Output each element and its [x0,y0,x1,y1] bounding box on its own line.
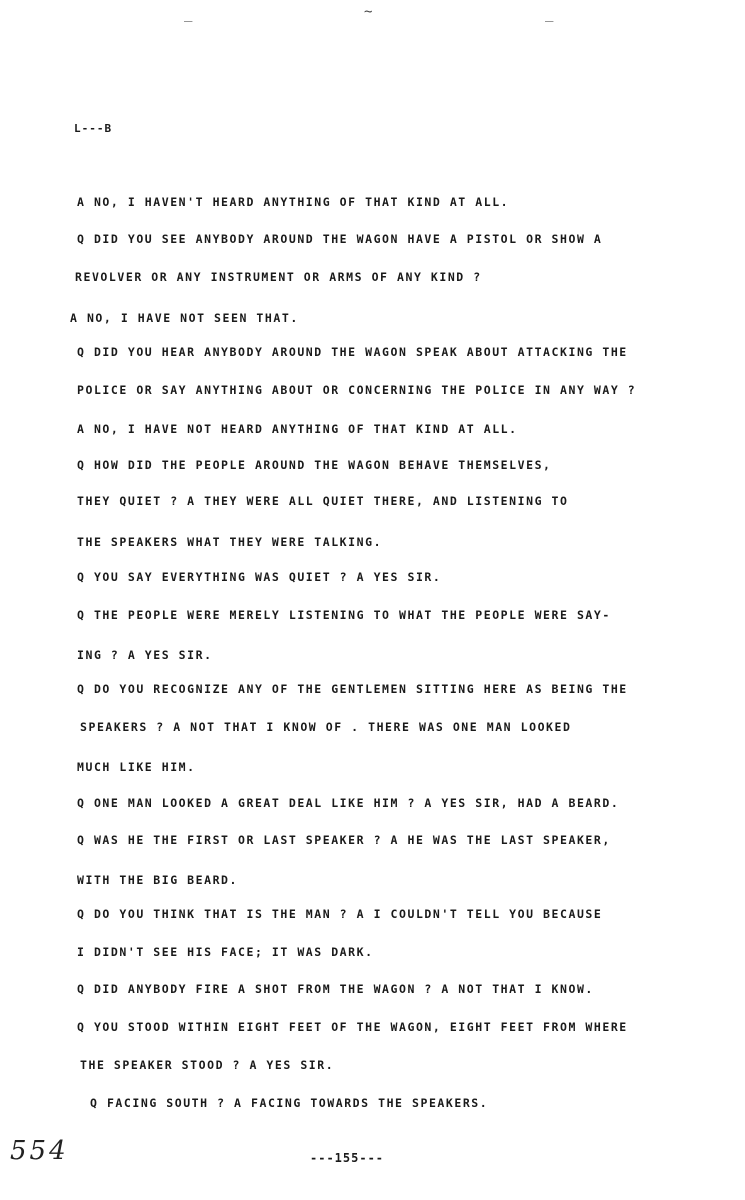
transcript-line: MUCH LIKE HIM. [77,760,196,774]
typed-page-number: ---155--- [310,1151,385,1165]
transcript-line: Q DID YOU HEAR ANYBODY AROUND THE WAGON SPEAK ABOUT ATTACKING THE [77,345,628,359]
transcript-line: Q DID YOU SEE ANYBODY AROUND THE WAGON HAVE A PISTOL OR SHOW A [77,232,603,246]
top-mark-3: _ [545,6,554,22]
transcript-line: THE SPEAKERS WHAT THEY WERE TALKING. [77,535,383,549]
transcript-line: A NO, I HAVEN'T HEARD ANYTHING OF THAT KIND AT ALL. [77,195,510,209]
transcript-line: A NO, I HAVE NOT SEEN THAT. [70,311,299,325]
transcript-line: Q DO YOU RECOGNIZE ANY OF THE GENTLEMEN SITTING HERE AS BEING THE [77,682,628,696]
transcript-line: I DIDN'T SEE HIS FACE; IT WAS DARK. [77,945,374,959]
top-mark-2: ~ [364,4,373,20]
transcript-line: POLICE OR SAY ANYTHING ABOUT OR CONCERNING THE POLICE IN ANY WAY ? [77,383,637,397]
transcript-line: Q DID ANYBODY FIRE A SHOT FROM THE WAGON ? A NOT THAT I KNOW. [77,982,594,996]
transcript-line: Q YOU SAY EVERYTHING WAS QUIET ? A YES SIR. [77,570,442,584]
transcript-line: REVOLVER OR ANY INSTRUMENT OR ARMS OF ANY KIND ? [75,270,482,284]
transcript-line: THE SPEAKER STOOD ? A YES SIR. [80,1058,335,1072]
transcript-line: Q YOU STOOD WITHIN EIGHT FEET OF THE WAGON, EIGHT FEET FROM WHERE [77,1020,628,1034]
transcript-line: A NO, I HAVE NOT HEARD ANYTHING OF THAT KIND AT ALL. [77,422,518,436]
transcript-line: WITH THE BIG BEARD. [77,873,238,887]
transcript-line: Q FACING SOUTH ? A FACING TOWARDS THE SPEAKERS. [90,1096,489,1110]
transcript-line: Q THE PEOPLE WERE MERELY LISTENING TO WHAT THE PEOPLE WERE SAY- [77,608,611,622]
top-mark-1: _ [184,6,193,22]
page-header-code: L---B [74,122,113,135]
transcript-line: Q HOW DID THE PEOPLE AROUND THE WAGON BEHAVE THEMSELVES, [77,458,552,472]
transcript-line: Q ONE MAN LOOKED A GREAT DEAL LIKE HIM ? A YES SIR, HAD A BEARD. [77,796,620,810]
handwritten-page-number: 554 [10,1136,69,1166]
transcript-line: ING ? A YES SIR. [77,648,213,662]
transcript-line: SPEAKERS ? A NOT THAT I KNOW OF . THERE WAS ONE MAN LOOKED [80,720,572,734]
transcript-line: THEY QUIET ? A THEY WERE ALL QUIET THERE, AND LISTENING TO [77,494,569,508]
transcript-line: Q DO YOU THINK THAT IS THE MAN ? A I COULDN'T TELL YOU BECAUSE [77,907,603,921]
transcript-line: Q WAS HE THE FIRST OR LAST SPEAKER ? A HE WAS THE LAST SPEAKER, [77,833,611,847]
